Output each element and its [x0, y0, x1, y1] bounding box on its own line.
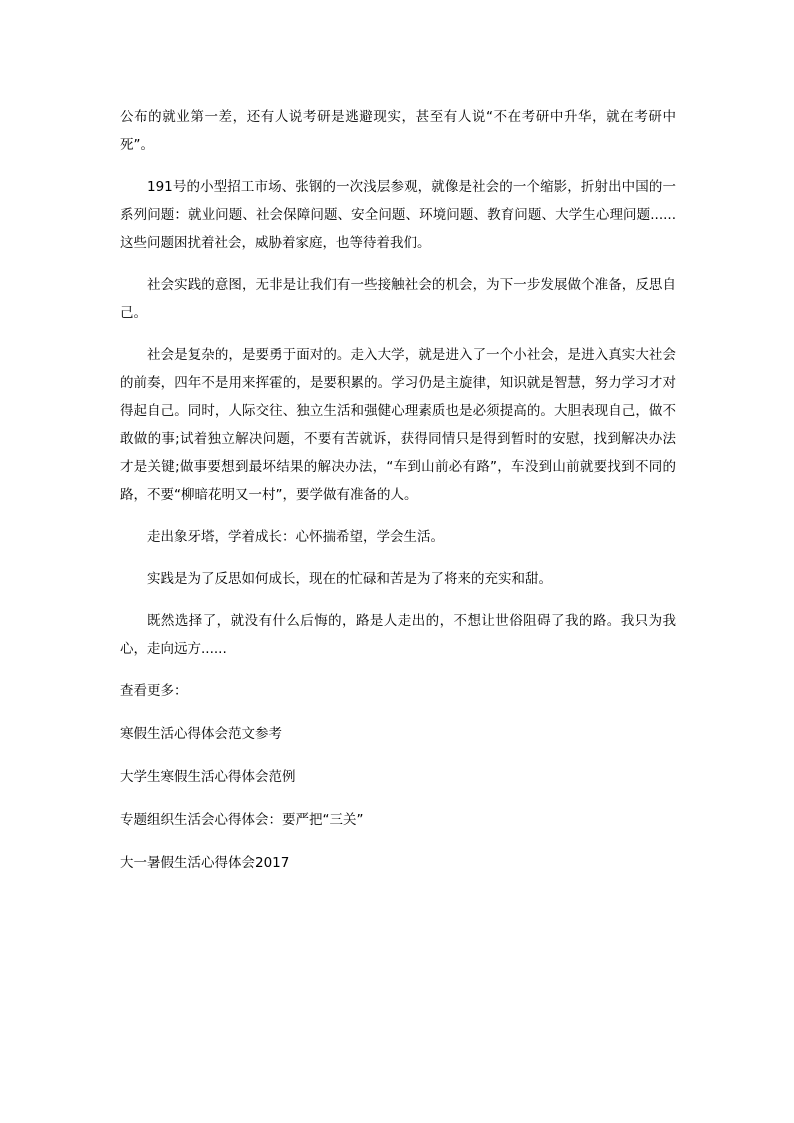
see-more-link-college-winter-vacation[interactable]: 大学生寒假生活心得体会范例: [120, 769, 296, 785]
see-more-link-winter-vacation-reference[interactable]: 寒假生活心得体会范文参考: [120, 726, 282, 742]
article-body: [120, 103, 676, 892]
see-more-link-freshman-summer-vacation[interactable]: 大一暑假生活心得体会2017: [120, 855, 290, 871]
paragraph-recruitment-market: 191号的小型招工市场、张钢的一次浅层参观，就像是社会的一个缩影，折射出中国的一系列问题：就业问题、社会保障问题、安全问题、环境问题、教育问题、大学生心理问题......这些问题困扰着社会，威胁着家庭，也等待着我们。: [120, 179, 676, 251]
paragraph-continuation: 公布的就业第一差，还有人说考研是逃避现实，甚至有人说“不在考研中升华，就在考研中死”。: [120, 109, 676, 153]
paragraph-leave-ivory-tower: 走出象牙塔，学着成长：心怀揣希望，学会生活。: [147, 529, 444, 545]
paragraph-society-complex: 社会是复杂的，是要勇于面对的。走入大学，就是进入了一个小社会，是进入真实大社会的前奏，四年不是用来挥霍的，是要积累的。学习仍是主旋律，知识就是智慧，努力学习才对得起自己。同时，人际交往、独立生活和强健心理素质也是必须提高的。大胆表现自己，做不敢做的事;试着独立解决问题，不要有苦就诉，获得同情只是得到暂时的安慰，找到解决办法才是关键;做事要想到最坏结果的解决办法，“车到山前必有路”，车没到山前就要找到不同的路，不要“柳暗花明又一村”，要学做有准备的人。: [120, 347, 676, 503]
paragraph-reflect-growth: 实践是为了反思如何成长，现在的忙碌和苦是为了将来的充实和甜。: [147, 571, 552, 587]
see-more-title: 查看更多：: [120, 683, 188, 699]
see-more-section: [120, 677, 676, 877]
see-more-link-organization-life-meeting[interactable]: 专题组织生活会心得体会：要严把“三关”: [120, 812, 364, 828]
paragraph-conclusion: 既然选择了，就没有什么后悔的，路是人走出的，不想让世俗阻碍了我的路。我只为我心，走向远方......: [120, 613, 676, 657]
paragraph-practice-purpose: 社会实践的意图，无非是让我们有一些接触社会的机会，为下一步发展做个准备，反思自己。: [120, 277, 676, 321]
